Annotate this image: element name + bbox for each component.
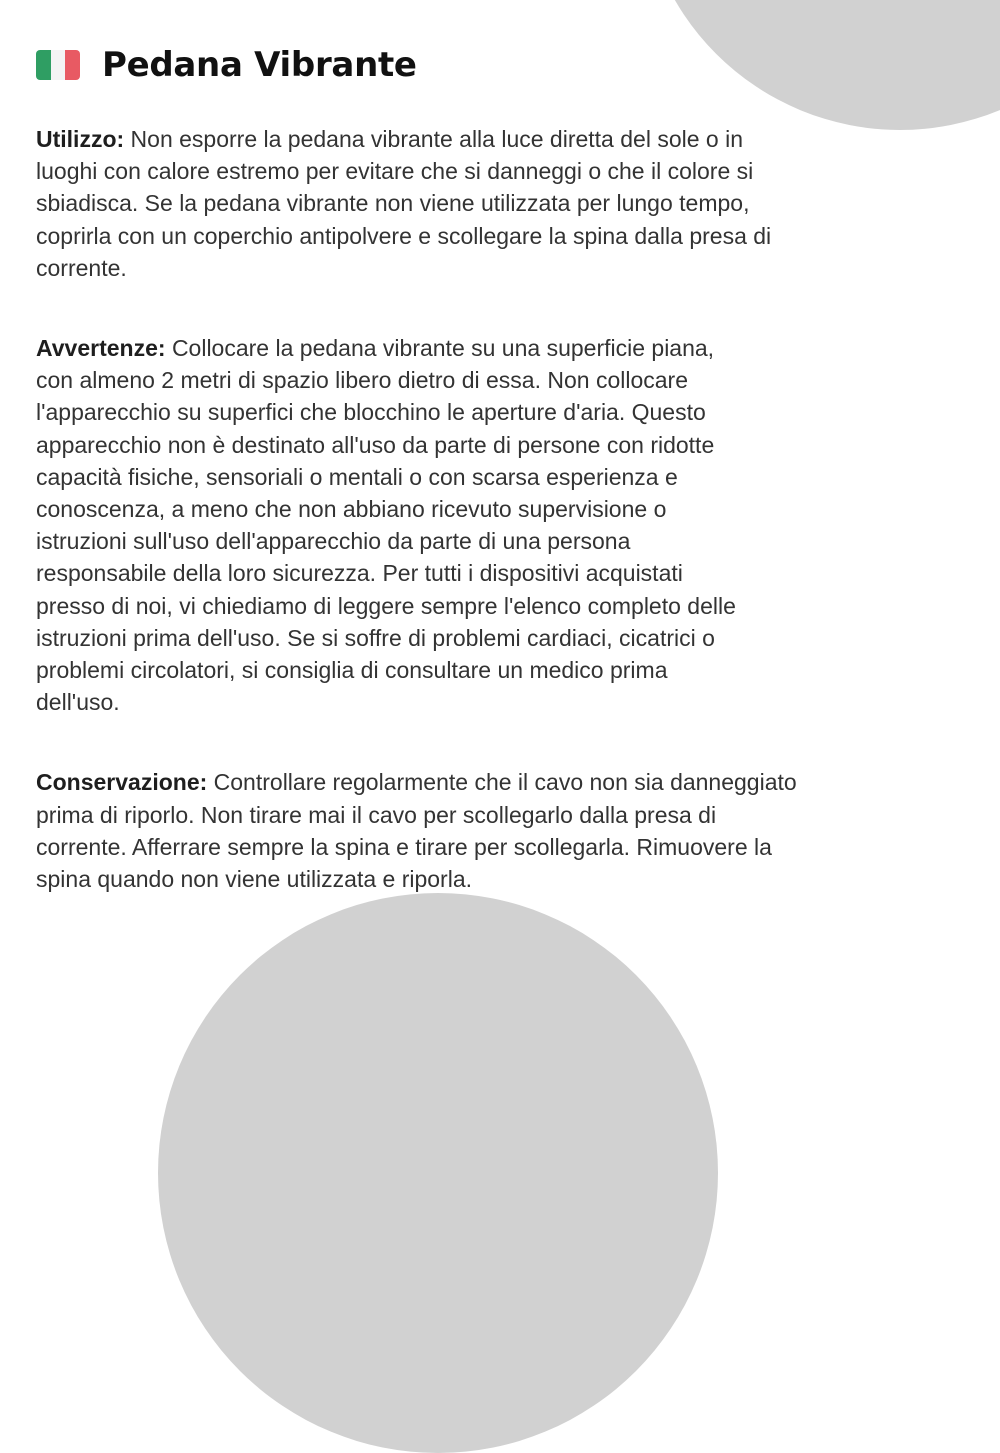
text-line: problemi circolatori, si consiglia di consultare un medico prima — [36, 657, 668, 684]
text-line: presso di noi, vi chiediamo di leggere sempre l'elenco completo delle — [36, 592, 736, 619]
text-line — [36, 766, 956, 798]
text-line: luoghi con calore estremo per evitare che si danneggi o che il colore si — [36, 158, 754, 185]
section-conservazione — [36, 766, 956, 895]
text-line: apparecchio non è destinato all'uso da parte di persone con ridotte — [36, 431, 715, 458]
text-line: sbiadisca. Se la pedana vibrante non viene utilizzata per lungo tempo, — [36, 190, 750, 217]
text-line: corrente. Afferrare sempre la spina e tirare per scollegarla. Rimuovere la — [36, 833, 772, 860]
decorative-circle-bottom — [158, 893, 718, 1453]
flag-stripe-red — [65, 50, 80, 80]
text-line: capacità fisiche, sensoriali o mentali o con scarsa esperienza e — [36, 463, 678, 490]
text-line: prima di riporlo. Non tirare mai il cavo per scollegarlo dalla presa di — [36, 801, 717, 828]
text-line: dell'uso. — [36, 689, 120, 716]
section-avvertenze — [36, 332, 956, 718]
page-title: Pedana Vibrante — [102, 45, 417, 85]
decorative-circle-top-right — [640, 0, 1000, 130]
text-line: conoscenza, a meno che non abbiano ricevuto supervisione o — [36, 496, 667, 523]
text-line: responsabile della loro sicurezza. Per tutti i dispositivi acquistati — [36, 560, 683, 587]
section-text: Controllare regolarmente che il cavo non sia danneggiato — [213, 769, 797, 796]
header — [36, 41, 417, 89]
section-label: Avvertenze: — [36, 335, 166, 362]
text-line: istruzioni sull'uso dell'apparecchio da parte di una persona — [36, 528, 631, 555]
text-line — [36, 123, 956, 155]
text-line: coprirla con un coperchio antipolvere e scollegare la spina dalla presa di — [36, 222, 772, 249]
section-text: Collocare la pedana vibrante su una superficie piana, — [171, 335, 715, 362]
italy-flag-icon — [36, 50, 80, 80]
flag-stripe-green — [36, 50, 51, 80]
section-utilizzo — [36, 123, 956, 284]
text-line: istruzioni prima dell'uso. Se si soffre di problemi cardiaci, cicatrici o — [36, 624, 715, 651]
instructions-content — [36, 123, 956, 943]
text-line: spina quando non viene utilizzata e riporla. — [36, 866, 473, 893]
section-label: Utilizzo: — [36, 126, 125, 152]
text-line — [36, 332, 956, 364]
flag-stripe-white — [51, 50, 66, 80]
text-line: l'apparecchio su superfici che blocchino le aperture d'aria. Questo — [36, 399, 706, 426]
section-text: Non esporre la pedana vibrante alla luce diretta del sole o in — [130, 126, 743, 152]
text-line: con almeno 2 metri di spazio libero dietro di essa. Non collocare — [36, 367, 688, 394]
text-line: corrente. — [36, 254, 127, 281]
section-label: Conservazione: — [36, 769, 208, 796]
